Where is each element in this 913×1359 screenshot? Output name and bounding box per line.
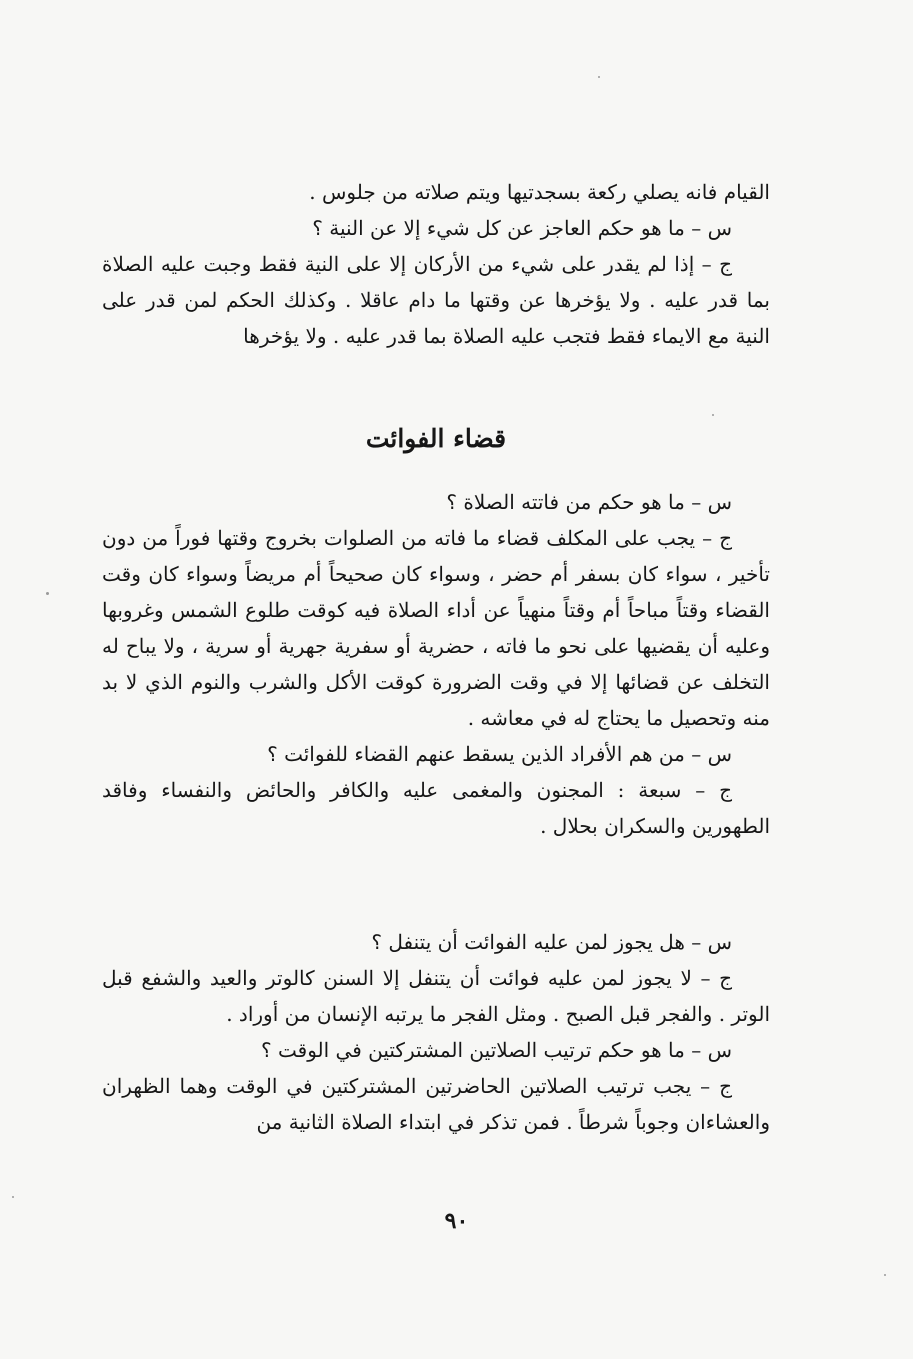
answer-paragraph: ج – يجب على المكلف قضاء ما فاته من الصلوات بخروج وقتها فوراً من دون تأخير ، سواء كان بسفر أم حضر ، وسواء كان صحيحاً أم مريضاً وسواء كان وقت القضاء وقتاً مباحاً أم وقتاً منهياً عن أداء الصلاة فيه كوقت طلوع الشمس وغروبها وعليه أن يقضيها على نحو ما فاته ، حضرية أو سفرية جهرية أو سرية ، ولا يباح له التخلف عن قضائها إلا في وقت الضرورة كوقت الأكل والشرب والنوم الذي لا بد منه وتحصيل ما يحتاج له في معاشه .: [102, 526, 770, 730]
question-paragraph: س – ما هو حكم العاجز عن كل شيء إلا عن النية ؟: [312, 216, 732, 240]
answer-paragraph: ج – إذا لم يقدر على شيء من الأركان إلا على النية فقط وجبت عليه الصلاة بما قدر عليه . ولا يؤخرها عن وقتها ما دام عاقلا . وكذلك الحكم لمن قدر على النية مع الايماء فقط فتجب عليه الصلاة بما قدر عليه . ولا يؤخرها: [102, 252, 770, 348]
text-section-3: [102, 924, 770, 1140]
paragraph-continuation: القيام فانه يصلي ركعة بسجدتيها ويتم صلاته من جلوس .: [309, 180, 770, 204]
question-paragraph: س – هل يجوز لمن عليه الفوائت أن يتنفل ؟: [371, 930, 732, 954]
answer-paragraph: ج – سبعة : المجنون والمغمى عليه والكافر والحائض والنفساء وفاقد الطهورين والسكران بحلال .: [102, 778, 770, 838]
paper-speck: [598, 76, 600, 78]
answer-paragraph: ج – يجب ترتيب الصلاتين الحاضرتين المشتركتين في الوقت وهما الظهران والعشاءان وجوباً شرطاً . فمن تذكر في ابتداء الصلاة الثانية من: [102, 1074, 770, 1134]
text-section-1: [102, 174, 770, 354]
text-section-2: [102, 484, 770, 844]
paper-speck: [12, 1196, 14, 1198]
answer-paragraph: ج – لا يجوز لمن عليه فوائت أن يتنفل إلا السنن كالوتر والعيد والشفع قبل الوتر . والفجر قبل الصبح . ومثل الفجر ما يرتبه الإنسان من أوراد .: [102, 966, 770, 1026]
paper-speck: [884, 1274, 886, 1276]
section-heading: قضاء الفوائت: [365, 424, 507, 453]
paper-speck: [46, 592, 49, 595]
question-paragraph: س – من هم الأفراد الذين يسقط عنهم القضاء للفوائت ؟: [267, 742, 732, 766]
question-paragraph: س – ما هو حكم من فاتته الصلاة ؟: [446, 490, 732, 514]
page-number: ٩٠: [444, 1208, 469, 1234]
question-paragraph: س – ما هو حكم ترتيب الصلاتين المشتركتين في الوقت ؟: [261, 1038, 732, 1062]
paper-speck: [712, 414, 714, 416]
